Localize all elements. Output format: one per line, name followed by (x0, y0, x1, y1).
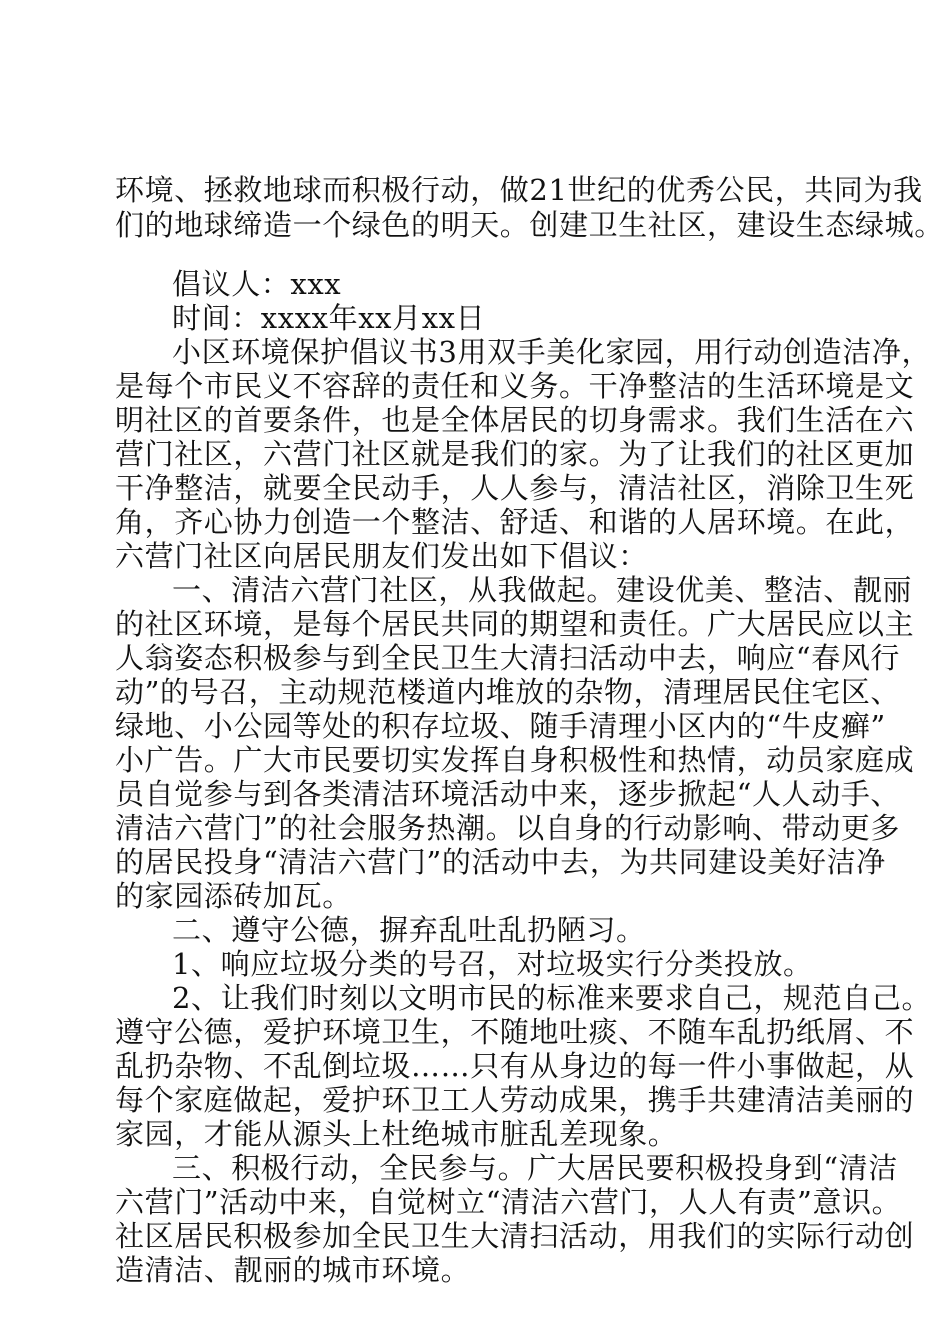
text-line: 干净整洁，就要全民动手，人人参与，清洁社区，消除卫生死 (115, 471, 915, 505)
text-line: 二、遵守公德，摒弃乱吐乱扔陋习。 (172, 913, 646, 947)
text-line: 三、积极行动，全民参与。广大居民要积极投身到“清洁 (172, 1151, 898, 1185)
text-line: 造清洁、靓丽的城市环境。 (115, 1253, 471, 1287)
text-line: 绿地、小公园等处的积存垃圾、随手清理小区内的“牛皮癣” (115, 709, 886, 743)
text-line: 们的地球缔造一个绿色的明天。创建卫生社区，建设生态绿城。 (115, 208, 944, 242)
text-line: 角，齐心协力创造一个整洁、舒适、和谐的人居环境。在此， (115, 505, 915, 539)
text-line: 的社区环境，是每个居民共同的期望和责任。广大居民应以主 (115, 607, 915, 641)
text-line: 员自觉参与到各类清洁环境活动中来，逐步掀起“人人动手、 (115, 777, 901, 811)
initiator-line: 倡议人：xxx (172, 267, 342, 301)
text-line: 的家园添砖加瓦。 (115, 879, 352, 913)
text-line: 1、响应垃圾分类的号召，对垃圾实行分类投放。 (172, 947, 813, 981)
text-line: 动”的号召，主动规范楼道内堆放的杂物，清理居民住宅区、 (115, 675, 901, 709)
text-line: 家园，才能从源头上杜绝城市脏乱差现象。 (115, 1117, 678, 1151)
text-line: 小广告。广大市民要切实发挥自身积极性和热情，动员家庭成 (115, 743, 915, 777)
date-line: 时间：xxxx年xx月xx日 (172, 301, 486, 335)
text-line: 每个家庭做起，爱护环卫工人劳动成果，携手共建清洁美丽的 (115, 1083, 915, 1117)
text-line: 六营门”活动中来，自觉树立“清洁六营门，人人有责”意识。 (115, 1185, 902, 1219)
text-line: 一、清洁六营门社区，从我做起。建设优美、整洁、靓丽 (172, 573, 913, 607)
text-line: 的居民投身“清洁六营门”的活动中去，为共同建设美好洁净 (115, 845, 886, 879)
text-line: 小区环境保护倡议书3用双手美化家园，用行动创造洁净， (172, 335, 932, 369)
text-line: 营门社区，六营门社区就是我们的家。为了让我们的社区更加 (115, 437, 915, 471)
text-line: 人翁姿态积极参与到全民卫生大清扫活动中去，响应“春风行 (115, 641, 901, 675)
text-line: 遵守公德，爱护环境卫生，不随地吐痰、不随车乱扔纸屑、不 (115, 1015, 915, 1049)
text-line: 明社区的首要条件，也是全体居民的切身需求。我们生活在六 (115, 403, 915, 437)
text-line: 六营门社区向居民朋友们发出如下倡议： (115, 539, 648, 573)
text-line: 社区居民积极参加全民卫生大清扫活动，用我们的实际行动创 (115, 1219, 915, 1253)
text-line: 清洁六营门”的社会服务热潮。以自身的行动影响、带动更多 (115, 811, 901, 845)
text-line: 2、让我们时刻以文明市民的标准来要求自己，规范自己。 (172, 981, 932, 1015)
text-line: 是每个市民义不容辞的责任和义务。干净整洁的生活环境是文 (115, 369, 915, 403)
text-line: 环境、拯救地球而积极行动，做21世纪的优秀公民，共同为我 (115, 173, 923, 207)
text-line: 乱扔杂物、不乱倒垃圾……只有从身边的每一件小事做起，从 (115, 1049, 915, 1083)
